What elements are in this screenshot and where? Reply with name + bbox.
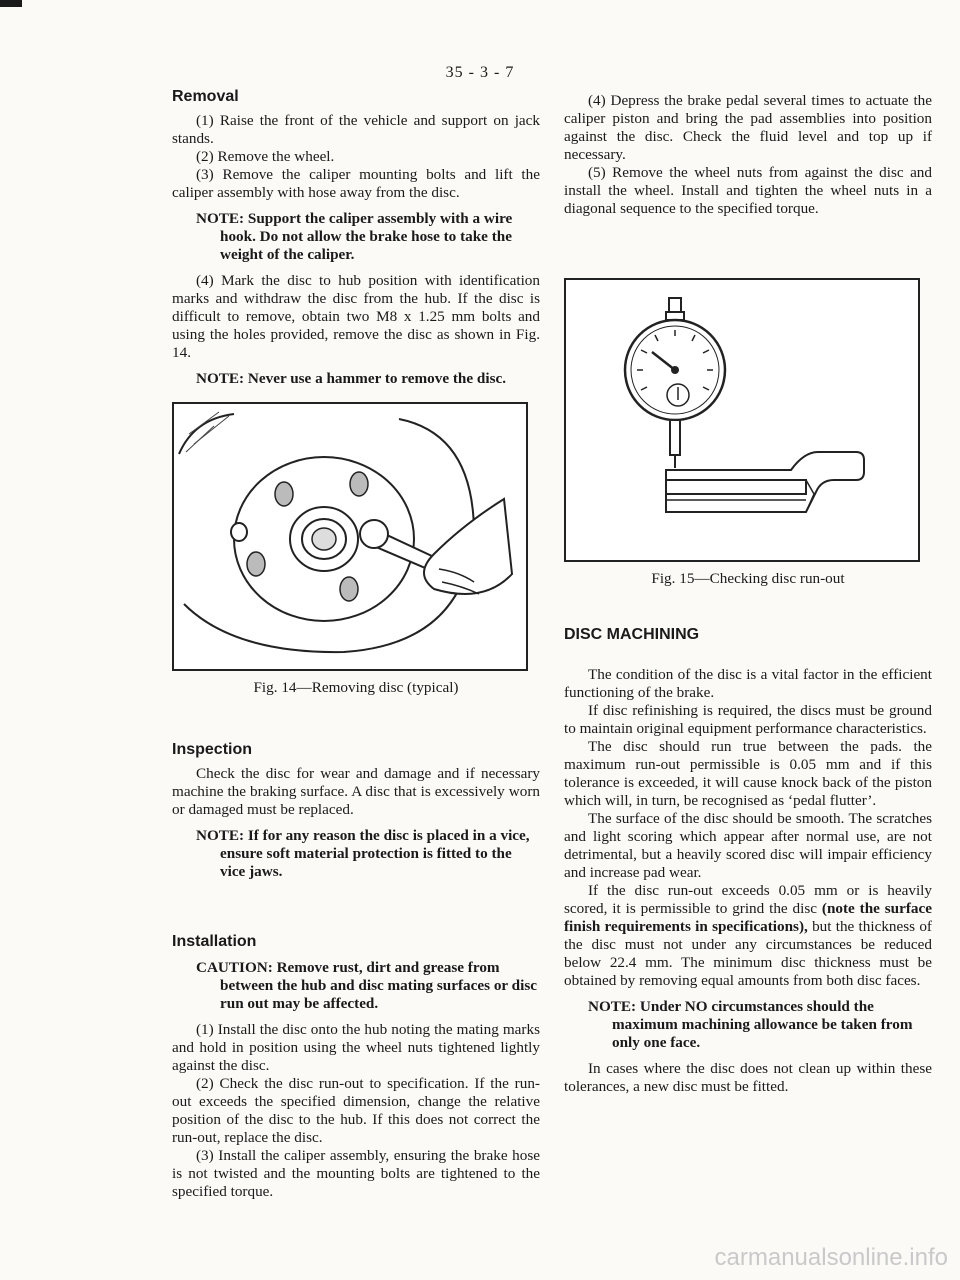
- disc-machining-p5: [564, 882, 932, 990]
- inspection-note: NOTE: If for any reason the disc is placed in a vice, ensure soft material protection is fitted to the vice jaws.: [196, 827, 530, 880]
- disc-machining-heading: DISC MACHINING: [564, 626, 700, 643]
- removal-step-3: (3) Remove the caliper mounting bolts and lift the caliper assembly with hose away from the disc.: [172, 166, 540, 201]
- disc-removal-drawing: [174, 404, 526, 669]
- installation-step-2: (2) Check the disc run-out to specification. If the run-out exceeds the specified dimension, change the relative position of the disc to the hub. If this does not correct the run-out, replace the disc.: [172, 1075, 540, 1146]
- disc-machining-p3: The disc should run true between the pads. the maximum run-out permissible is 0.05 mm and if this tolerance is exceeded, it will cause knock back of the piston which will, in turn, be recognised as ‘pedal flutter’.: [564, 738, 932, 809]
- p5-text-c: but the thickness of the disc must not under any circumstances be reduced below 22.4 mm. The minimum disc thickness must be obtained by removing equal amounts from both disc faces.: [564, 918, 932, 989]
- removal-note-support: NOTE: Support the caliper assembly with a wire hook. Do not allow the brake hose to take the weight of the caliper.: [196, 210, 513, 263]
- disc-machining-note: NOTE: Under NO circumstances should the maximum machining allowance be taken from only one face.: [588, 998, 913, 1051]
- p5-text-bold: (note the surface finish requirements in specifications),: [564, 900, 933, 935]
- installation-caution: CAUTION: Remove rust, dirt and grease from between the hub and disc mating surfaces or disc run out may be affected.: [196, 959, 537, 1012]
- disc-machining-p1: The condition of the disc is a vital factor in the efficient functioning of the brake.: [564, 666, 932, 701]
- refit-step-4: (4) Depress the brake pedal several times to actuate the caliper piston and bring the pad assemblies into position against the disc. Check the fluid level and top up if necessary.: [564, 92, 932, 163]
- right-column: [564, 92, 932, 1096]
- installation-step-3: (3) Install the caliper assembly, ensuring the brake hose is not twisted and the mounting bolts are tightened to the specified torque.: [172, 1147, 540, 1200]
- p5-text-a: If the disc run-out exceeds 0.05 mm or is heavily scored, it is permissible to grind the disc: [564, 882, 932, 917]
- removal-step-1: (1) Raise the front of the vehicle and support on jack stands.: [172, 112, 540, 147]
- installation-heading: Installation: [172, 933, 257, 950]
- watermark: carmanualsonline.info: [714, 1244, 948, 1271]
- disc-machining-p2: If disc refinishing is required, the discs must be ground to maintain original equipment performance characteristics.: [564, 702, 932, 737]
- removal-step-4: (4) Mark the disc to hub position with identification marks and withdraw the disc from the hub. If the disc is difficult to remove, obtain two M8 x 1.25 mm bolts and using the holes provided, remove the disc as shown in Fig. 14.: [172, 272, 540, 361]
- inspection-paragraph: Check the disc for wear and damage and if necessary machine the braking surface. A disc that is excessively worn or damaged must be replaced.: [172, 765, 540, 818]
- removal-step-2: (2) Remove the wheel.: [196, 148, 335, 165]
- refit-step-5: (5) Remove the wheel nuts from against the disc and install the wheel. Install and tighten the wheel nuts in a diagonal sequence to the specified torque.: [564, 164, 932, 217]
- disc-machining-final: In cases where the disc does not clean up within these tolerances, a new disc must be fitted.: [564, 1060, 932, 1095]
- left-column: [172, 88, 540, 1201]
- fig15-illustration: [564, 278, 920, 562]
- fig14-illustration: [172, 402, 528, 671]
- corner-mark: [0, 0, 22, 7]
- disc-machining-p4: The surface of the disc should be smooth. The scratches and light scoring which appear after normal use, are not detrimental, but a heavily scored disc will impair efficiency and increase pad wear.: [564, 810, 932, 881]
- dial-indicator-drawing: [566, 280, 918, 560]
- fig15-caption: Fig. 15—Checking disc run-out: [651, 570, 845, 587]
- removal-heading: Removal: [172, 88, 239, 105]
- page-number: 35 - 3 - 7: [445, 64, 515, 81]
- fig14-caption: Fig. 14—Removing disc (typical): [253, 679, 459, 696]
- removal-note-hammer: NOTE: Never use a hammer to remove the disc.: [196, 370, 507, 387]
- inspection-heading: Inspection: [172, 741, 253, 758]
- installation-step-1: (1) Install the disc onto the hub noting the mating marks and hold in position using the wheel nuts tightened lightly against the disc.: [172, 1021, 540, 1074]
